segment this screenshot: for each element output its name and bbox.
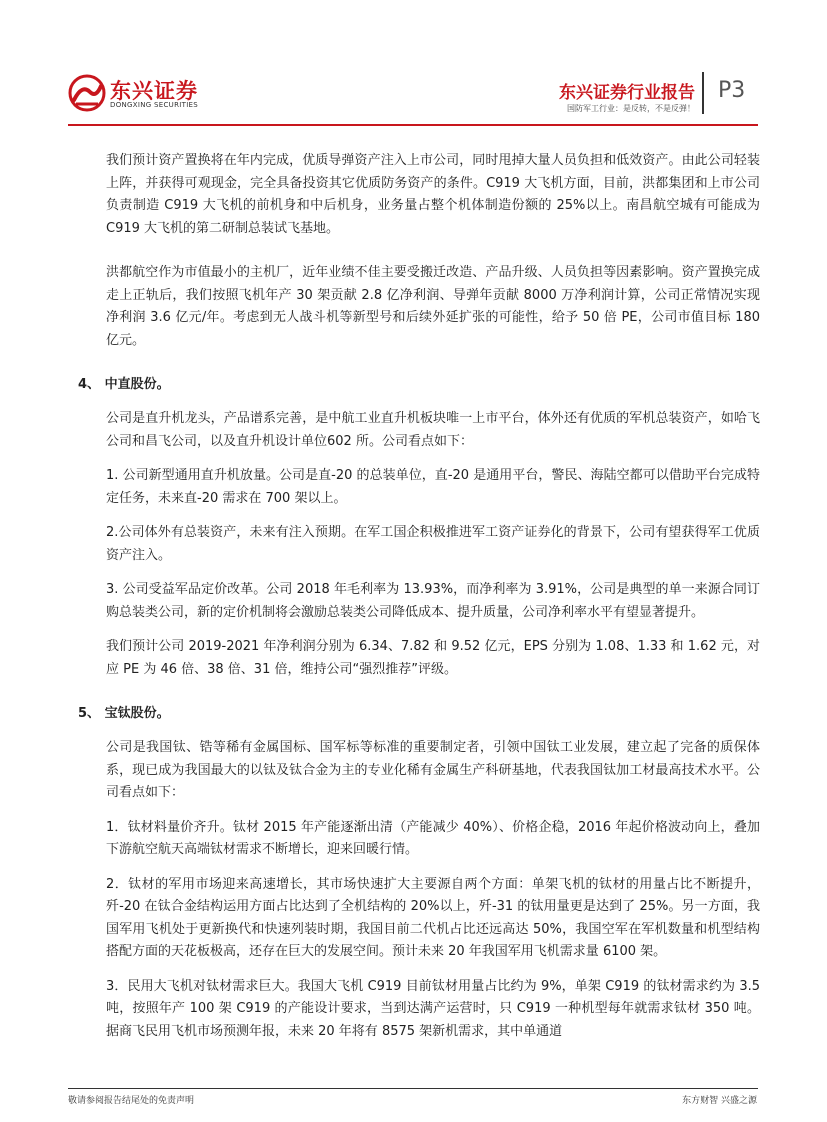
paragraph: 洪都航空作为市值最小的主机厂，近年业绩不佳主要受搬迁改造、产品升级、人员负担等因素影响。资产置换完成走上正轨后，我们按照飞机年产 30 架贡献 2.8 亿净利润、导弹年贡献 8000 万净利润计算，公司正常情况实现净利润 3.6 亿元/年。考虑到无人战斗机等新型号和后续外延扩张的可能性，给予 50 倍 PE，公司市值目标 180 亿元。: [106, 265, 760, 348]
report-body: [78, 150, 760, 1055]
footer-rule: [68, 1088, 758, 1089]
list-item: 3．民用大飞机对钛材需求巨大。我国大飞机 C919 目前钛材用量占比约为 9%，单架 C919 的钛材需求约为 3.5 吨，按照年产 100 架 C919 的产能设计要求，当到达满产运营时，只 C919 一种机型每年就需求钛材 350 吨。据商飞民用飞机市场预测年报，未来 20 年将有 8575 架新机需求，其中单通道: [106, 978, 760, 1039]
section-heading: 4、 中直股份。: [78, 377, 170, 392]
footer-disclaimer: 敬请参阅报告结尾处的免责声明: [68, 1096, 195, 1106]
paragraph: 我们预计公司 2019-2021 年净利润分别为 6.34、7.82 和 9.52 亿元，EPS 分别为 1.08、1.33 和 1.62 元，对应 PE 为 46 倍、38 倍、31 倍，维持公司“强烈推荐”评级。: [106, 639, 760, 677]
list-item: 2.公司体外有总装资产，未来有注入预期。在军工国企积极推进军工资产证券化的背景下，公司有望获得军工优质资产注入。: [106, 525, 760, 563]
page-header: [0, 0, 827, 120]
header-rule: [68, 124, 758, 126]
footer-slogan: 东方财智 兴盛之源: [682, 1096, 757, 1106]
logo-text-en: DONGXING SECURITIES: [110, 101, 199, 109]
logo-text-cn: 东兴证券: [110, 79, 198, 103]
list-item: 3. 公司受益军品定价改革。公司 2018 年毛利率为 13.93%，而净利率为 3.91%，公司是典型的单一来源合同订购总装类公司，新的定价机制将会激励总装类公司降低成本、提升质量，公司净利率水平有望显著提升。: [106, 582, 760, 620]
list-item: 2．钛材的军用市场迎来高速增长，其市场快速扩大主要源自两个方面：单架飞机的钛材的用量占比不断提升，歼-20 在钛合金结构运用方面占比达到了全机结构的 20%以上，歼-31 的钛用量更是达到了 25%。另一方面，我国军用飞机处于更新换代和快速列装时期，我国目前二代机占比还远高达 50%，我国空军在军机数量和机型结构搭配方面的天花板极高，还存在巨大的发展空间。预计未来 20 年我国军用飞机需求量 6100 架。: [106, 876, 760, 959]
list-item: 1．钛材料量价齐升。钛材 2015 年产能逐渐出清（产能减少 40%）、价格企稳，2016 年起价格波动向上，叠加下游航空航天高端钛材需求不断增长，迎来回暖行情。: [106, 819, 760, 857]
paragraph: 公司是我国钛、锆等稀有金属国标、国军标等标准的重要制定者，引领中国钛工业发展，建立起了完备的质保体系，现已成为我国最大的以钛及钛合金为主的专业化稀有金属生产科研基地，代表我国钛加工材最高技术水平。公司看点如下：: [106, 740, 760, 800]
paragraph: 公司是直升机龙头，产品谱系完善，是中航工业直升机板块唯一上市平台，体外还有优质的军机总装资产，如哈飞公司和昌飞公司，以及直升机设计单位602 所。公司看点如下：: [106, 411, 760, 449]
header-divider: [702, 72, 704, 114]
section-heading: 5、 宝钛股份。: [78, 706, 170, 721]
page-number: P3: [718, 78, 746, 103]
list-item: 1. 公司新型通用直升机放量。公司是直-20 的总装单位，直-20 是通用平台，警民、海陆空都可以借助平台完成特定任务，未来直-20 需求在 700 架以上。: [106, 468, 760, 506]
report-title: 东兴证券行业报告: [559, 83, 695, 103]
logo-emblem-icon: [68, 74, 106, 112]
report-subtitle: 国防军工行业：是反转，不是反弹！: [567, 104, 695, 113]
company-logo: [68, 74, 228, 114]
paragraph: 我们预计资产置换将在年内完成，优质导弹资产注入上市公司，同时甩掉大量人员负担和低效资产。由此公司轻装上阵，并获得可观现金，完全具备投资其它优质防务资产的条件。C919 大飞机方面，目前，洪都集团和上市公司负责制造 C919 大飞机的前机身和中后机身，业务量占整个机体制造份额的 25%以上。南昌航空城有可能成为 C919 大飞机的第二研制总装试飞基地。: [106, 153, 760, 236]
